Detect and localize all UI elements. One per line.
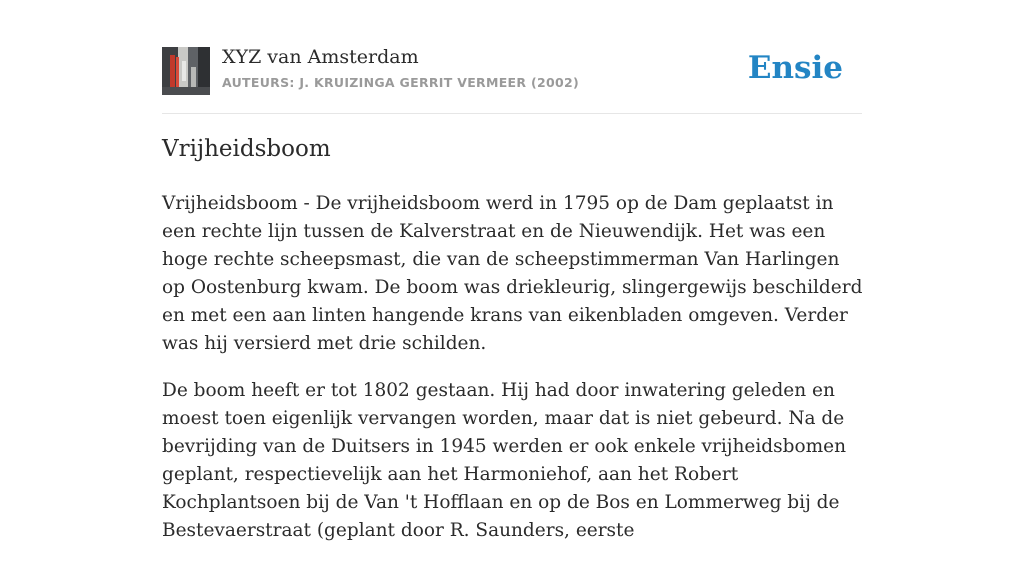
header-divider: [162, 113, 862, 114]
book-cover-image: [162, 47, 210, 95]
entry-paragraph: De boom heeft er tot 1802 gestaan. Hij had door inwatering geleden en moest toen eigenlijk vervangen worden, maar dat is niet gebeurd. Na de bevrijding van de Duitsers in 1945 werden er ook enkele vrijheidsbomen geplant, respectievelijk aan het Harmoniehof, aan het Robert Kochplantsoen bij de Van 't Hofflaan en op de Bos en Lommerweg bij de Bestevaerstraat (geplant door R. Saunders, eerste: [162, 380, 846, 541]
book-authors: AUTEURS: J. KRUIZINGA GERRIT VERMEER (2002): [222, 75, 579, 90]
ensie-logo-link[interactable]: Ensie: [747, 50, 843, 86]
book-cover-avatar[interactable]: [162, 47, 210, 95]
entry-paragraph: Vrijheidsboom - De vrijheidsboom werd in 1795 op de Dam geplaatst in een rechte lijn tussen de Kalverstraat en de Nieuwendijk. Het was een hoge rechte scheepsmast, die van de scheepstimmerman Van Harlingen op Oostenburg kwam. De boom was driekleurig, slingergewijs beschilderd en met een aan linten hangende krans van eikenbladen omgeven. Verder was hij versierd met drie schilden.: [162, 193, 863, 354]
entry-body: [162, 190, 868, 564]
entry-title: Vrijheidsboom: [162, 136, 331, 162]
book-title[interactable]: XYZ van Amsterdam: [222, 46, 419, 68]
book-header: [162, 46, 862, 96]
